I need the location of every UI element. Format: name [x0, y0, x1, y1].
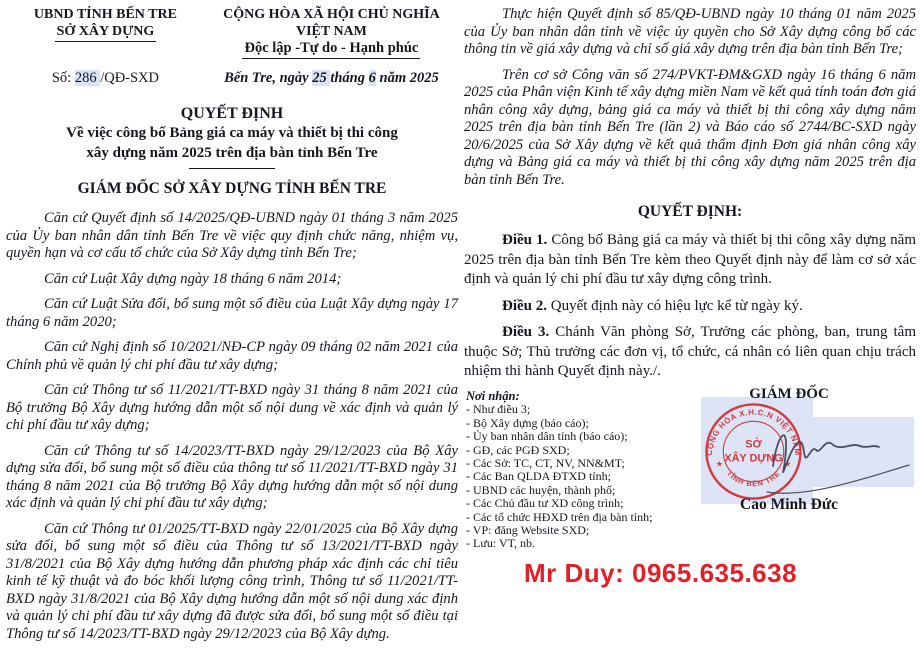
- recipient-item: - VP: đăng Website SXD;: [466, 523, 590, 538]
- recipient-item: - GĐ, các PGĐ SXD;: [466, 442, 570, 457]
- right-column: [464, 0, 916, 649]
- footer-zone: [464, 386, 916, 649]
- stamp-star-left: ★: [715, 459, 723, 469]
- legal-basis-paragraphs: [6, 210, 458, 643]
- date-day-field: 25: [312, 70, 331, 86]
- paragraph: Căn cứ Thông tư 01/2025/TT-BXD ngày 22/01/2025 của Bộ Xây dựng sửa đổi, bổ sung một số điều của Thông tư số 13/2021/TT-BXD ngày 31/8/2021 của Bộ Xây dựng hướng dẫn phương pháp xác định các chỉ tiêu kinh tế kỹ thuật và đo bóc khối lượng công trình, Thông tư số 11/2021/TT-BXD ngày 31/8/2021 của Bộ Xây dựng hướng dẫn một số nội dung xác định và quản lý chi phí đầu tư xây dựng đã được sửa đổi, bổ sung một số điều tại Thông tư số 14/2023/TT-BXD ngày 29/12/2023 của Bộ Xây dựng.: [6, 520, 458, 642]
- paragraph: Căn cứ Thông tư số 11/2021/TT-BXD ngày 31 tháng 8 năm 2021 của Bộ trưởng Bộ Xây dựng hướng dẫn một số nội dung về xác định và quản lý chi phí đầu tư xây dựng;: [6, 382, 458, 433]
- paragraph: Căn cứ Luật Xây dựng ngày 18 tháng 6 năm 2014;: [44, 270, 342, 287]
- recipient-item: - Như điều 3;: [466, 402, 531, 417]
- number-date-row: [6, 70, 458, 87]
- signer-title: GIÁM ĐỐC: [749, 386, 829, 402]
- left-column: [6, 0, 458, 651]
- implementation-paragraphs: [464, 6, 916, 189]
- stamp-ring-bottom-text: TỈNH BẾN TRE: [724, 468, 783, 489]
- title-divider: [189, 168, 275, 169]
- signature-scribble: [759, 408, 919, 503]
- stamp-center-line2: XÂY DỰNG: [724, 452, 783, 465]
- title-block: [6, 104, 458, 198]
- issuing-agency-block: [6, 6, 205, 59]
- issuer-org: SỞ XÂY DỰNG: [6, 23, 205, 42]
- paragraph: Thực hiện Quyết định số 85/QĐ-UBND ngày 10 tháng 01 năm 2025 của Ủy ban nhân dân tỉnh về việc ủy quyền cho Sở Xây dựng công bố các thông tin về giá xây dựng và chỉ số giá xây dựng trên địa bàn tỉnh Bến Tre;: [464, 6, 916, 57]
- recipient-item: - Các Ban QLDA ĐTXD tỉnh;: [466, 469, 611, 484]
- article-1: Điều 1. Công bố Bảng giá ca máy và thiết bị thi công xây dựng năm 2025 trên địa bàn tỉnh Bến Tre kèm theo Quyết định này để làm cơ sở xác định và quản lý chi phí đầu tư xây dựng công trình.: [464, 232, 917, 287]
- paragraph: Căn cứ Quyết định số 14/2025/QĐ-UBND ngày 01 tháng 3 năm 2025 của Ủy ban nhân dân tỉnh Bến Tre về việc quy định chức năng, nhiệm vụ, quyền hạn và cơ cấu tổ chức của Sở Xây dựng tỉnh Bến Tre;: [6, 210, 458, 261]
- recipients-heading: Nơi nhận:: [466, 389, 520, 403]
- recipient-item: - Các Sở: TC, CT, NV, NN&MT;: [466, 456, 625, 471]
- recipient-item: - Ủy ban nhân dân tỉnh (báo cáo);: [466, 429, 628, 444]
- document-title: QUYẾT ĐỊNH: [180, 105, 284, 122]
- decision-heading: QUYẾT ĐỊNH:: [637, 203, 743, 220]
- issuer-parent: UBND TỈNH BẾN TRE: [33, 7, 177, 22]
- recipient-item: - Lưu: VT, nb.: [466, 536, 536, 551]
- paragraph: Căn cứ Thông tư số 14/2023/TT-BXD ngày 29/12/2023 của Bộ Xây dựng sửa đổi, bổ sung một số điều của thông tư số 11/2021/TT-BXD ngày 31 tháng 8 năm 2021 của Bộ trưởng Bộ Xây dựng hướng dẫn một số nội dung xác định và quản lý chi phí đầu tư xây dựng;: [6, 442, 458, 511]
- paragraph: Trên cơ sở Công văn số 274/PVKT-ĐM&GXD ngày 16 tháng 6 năm 2025 của Phân viện Kinh tế xây dựng miền Nam về kết quả tính toán đơn giá nhân công xây dựng, bảng giá ca máy và thiết bị thi công xây dựng năm 2025 trên địa bàn tỉnh Bến Tre (lần 2) và Báo cáo số 2744/BC-SXD ngày 20/6/2025 của Sở Xây dựng về kết quả thẩm định Đơn giá nhân công xây dựng và Bảng giá ca máy và thiết bị thi công xây dựng năm 2025 trên địa bàn tỉnh Bến Tre.: [464, 66, 916, 188]
- article-2-label: Điều 2.: [502, 297, 547, 314]
- document-header: [6, 0, 458, 59]
- article-1-label: Điều 1.: [502, 232, 548, 248]
- recipient-item: - Các Chủ đầu tư XD công trình;: [466, 496, 624, 511]
- recipient-item: - Bộ Xây dựng (báo cáo);: [466, 415, 589, 430]
- motto-line1: CỘNG HÒA XÃ HỘI CHỦ NGHĨA VIỆT NAM: [223, 7, 440, 39]
- place-date-line: Bến Tre, ngày 25 tháng 6 năm 2025: [224, 70, 439, 86]
- signer-name: Cao Minh Đức: [740, 496, 838, 513]
- doc-number-field: 286: [74, 70, 101, 86]
- articles-block: [464, 231, 916, 382]
- motto-line2: Độc lập -Tự do - Hạnh phúc: [205, 40, 458, 59]
- doc-number: Số: 286 /QĐ-SXD: [51, 70, 160, 86]
- article-3-label: Điều 3.: [502, 324, 550, 340]
- paragraph: Căn cứ Nghị định số 10/2021/NĐ-CP ngày 09 tháng 02 năm 2021 của Chính phủ về quản lý chi phí đầu tư xây dựng;: [6, 339, 458, 373]
- contact-watermark: Mr Duy: 0965.635.638: [524, 558, 798, 588]
- recipient-item: - UBND các huyện, thành phố;: [466, 482, 616, 497]
- paragraph: Căn cứ Luật Sửa đổi, bổ sung một số điều của Luật Xây dựng ngày 17 tháng 6 năm 2020;: [6, 296, 458, 330]
- document-subtitle-line2: xây dựng năm 2025 trên địa bàn tỉnh Bến Tre: [86, 145, 378, 161]
- recipients-list: [466, 390, 698, 551]
- date-month-field: 6: [368, 70, 376, 86]
- stamp-star-right: ★: [784, 459, 792, 469]
- recipient-item: - Các tổ chức HĐXD trên địa bàn tỉnh;: [466, 509, 653, 524]
- stamp-ring-top-text: CỘNG HÒA X.H.C.N VIỆT NAM: [704, 407, 803, 457]
- article-2: Điều 2. Quyết định này có hiệu lực kể từ ngày ký.: [502, 297, 803, 314]
- article-3: Điều 3. Chánh Văn phòng Sở, Trưởng các phòng, ban, trung tâm thuộc Sở; Thủ trưởng các đơn vị, tổ chức, cá nhân có liên quan chịu trách nhiệm thi hành Quyết định này./.: [464, 324, 916, 379]
- document-subtitle-line1: Về việc công bố Bảng giá ca máy và thiết bị thi công: [66, 125, 398, 141]
- stamp-center-line1: SỞ: [745, 438, 762, 451]
- national-motto-block: [205, 6, 458, 59]
- authority-heading: GIÁM ĐỐC SỞ XÂY DỰNG TỈNH BẾN TRE: [77, 180, 387, 197]
